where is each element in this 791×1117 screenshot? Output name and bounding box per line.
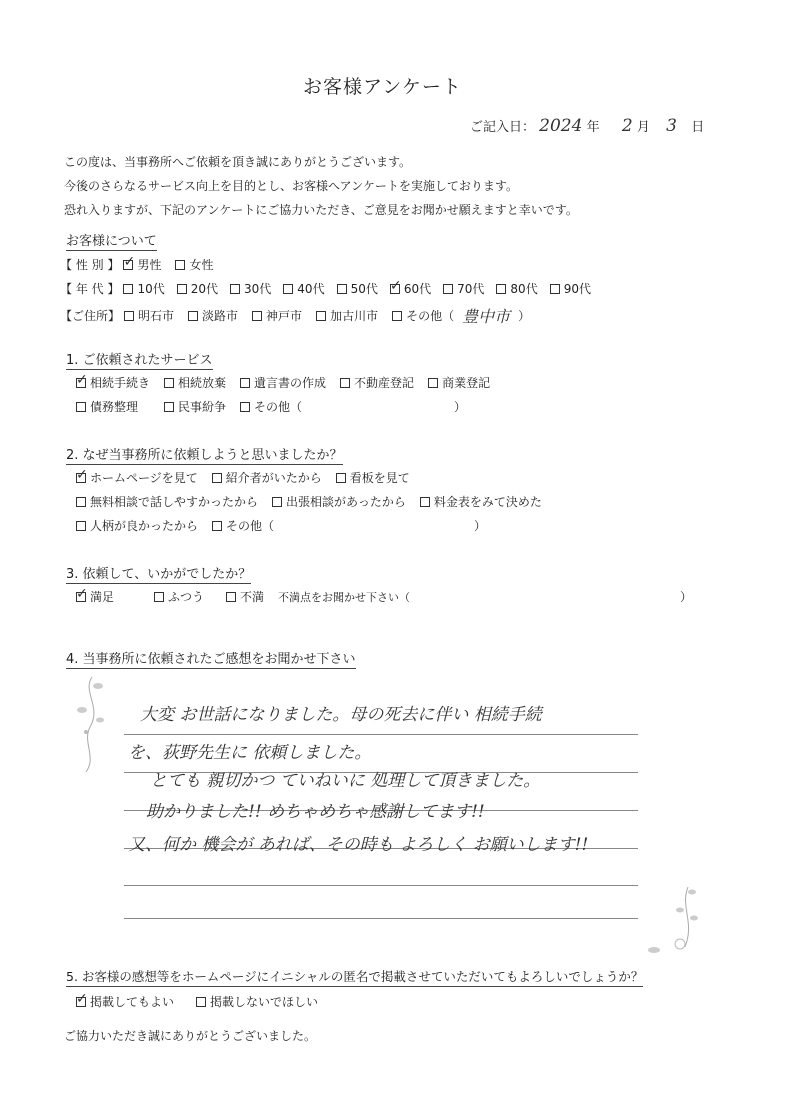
entry-date bbox=[470, 116, 704, 136]
q2-option[interactable]: 看板を見て bbox=[336, 469, 410, 486]
option-label: 女性 bbox=[189, 258, 214, 272]
q2-option[interactable]: 料金表をみて決めた bbox=[420, 493, 542, 510]
q4-heading: 4. 当事務所に依頼されたご感想をお聞かせ下さい bbox=[66, 648, 356, 669]
q1-option[interactable]: ✓ 相続手続き bbox=[76, 374, 150, 391]
q3-option-dissatisfied[interactable]: 不満 bbox=[226, 588, 264, 605]
gender-option-female[interactable] bbox=[175, 256, 213, 273]
q2-option-other[interactable]: その他（ bbox=[212, 517, 274, 534]
age-option[interactable]: 90代 bbox=[550, 280, 591, 297]
q1-option[interactable]: 不動産登記 bbox=[340, 374, 414, 391]
comment-line[interactable]: とても 親切かつ ていねいに 処理して頂きました。 bbox=[150, 771, 541, 791]
comment-line[interactable]: 又、何か 機会が あれば、その時も よろしく お願いします!! bbox=[128, 835, 589, 855]
q3-dissatisfied-close: ） bbox=[680, 590, 693, 604]
q1-other-close: ） bbox=[454, 400, 467, 414]
customer-heading: お客様について bbox=[66, 230, 157, 251]
q1-option[interactable]: 遺言書の作成 bbox=[240, 374, 326, 391]
check-icon[interactable] bbox=[123, 260, 133, 270]
q2-option[interactable]: 紹介者がいたから bbox=[212, 469, 322, 486]
age-option[interactable]: 30代 bbox=[230, 280, 271, 297]
q1-option[interactable]: 相続放棄 bbox=[164, 374, 226, 391]
intro-line: この度は、当事務所へご依頼を頂き誠にありがとうございます。 bbox=[64, 155, 412, 169]
date-year[interactable]: 2024 bbox=[539, 116, 583, 136]
answer-line bbox=[124, 918, 638, 919]
age-option[interactable]: 80代 bbox=[496, 280, 537, 297]
date-label: ご記入日： bbox=[470, 120, 536, 135]
gender-row bbox=[60, 256, 227, 273]
check-icon bbox=[76, 997, 86, 1007]
q1-option[interactable]: 民事紛争 bbox=[164, 398, 226, 415]
option-label: 男性 bbox=[137, 258, 162, 272]
date-month[interactable]: 2 bbox=[621, 116, 633, 136]
q2-row2 bbox=[76, 493, 556, 510]
gender-label: 【 性 別 】 bbox=[60, 258, 120, 272]
q5-option-allow[interactable]: ✓ 掲載してもよい bbox=[76, 993, 174, 1010]
q1-row1 bbox=[76, 374, 504, 391]
age-option[interactable]: 10代 bbox=[123, 280, 164, 297]
address-other-value[interactable]: 豊中市 bbox=[462, 307, 511, 326]
address-option[interactable]: 加古川市 bbox=[316, 307, 378, 324]
check-icon bbox=[390, 284, 400, 294]
address-other-close: ） bbox=[518, 309, 531, 323]
gender-option-male[interactable] bbox=[123, 256, 161, 273]
q3-row bbox=[76, 588, 692, 605]
comment-line[interactable]: 助かりました!! めちゃめちゃ感謝してます!! bbox=[146, 802, 485, 822]
comment-line[interactable]: を、荻野先生に 依頼しました。 bbox=[128, 743, 372, 763]
q1-heading: 1. ご依頼されたサービス bbox=[66, 349, 213, 370]
q2-option[interactable]: ✓ ホームページを見て bbox=[76, 469, 198, 486]
address-option[interactable]: 淡路市 bbox=[188, 307, 238, 324]
q2-option[interactable]: 出張相談があったから bbox=[272, 493, 406, 510]
date-day-unit: 日 bbox=[691, 120, 705, 135]
q1-option[interactable]: 商業登記 bbox=[428, 374, 490, 391]
address-label: 【ご住所】 bbox=[60, 309, 121, 323]
address-row bbox=[60, 304, 530, 327]
date-year-unit: 年 bbox=[586, 120, 600, 135]
q3-option-satisfied[interactable]: ✓ 満足 bbox=[76, 588, 114, 605]
q5-row bbox=[76, 993, 332, 1010]
leaf-icon bbox=[72, 672, 112, 782]
age-label: 【 年 代 】 bbox=[60, 282, 120, 296]
comment-line[interactable]: 大変 お世話になりました。母の死去に伴い 相続手続 bbox=[140, 705, 542, 725]
page-title: お客様アンケート bbox=[303, 76, 462, 98]
address-option-other[interactable]: その他（ bbox=[392, 307, 454, 324]
q2-row3 bbox=[76, 517, 486, 534]
age-option[interactable]: 20代 bbox=[177, 280, 218, 297]
age-row bbox=[60, 280, 591, 297]
q5-option-deny[interactable]: 掲載しないでほしい bbox=[196, 993, 318, 1010]
checkbox[interactable] bbox=[175, 260, 185, 270]
check-icon bbox=[76, 592, 86, 602]
q1-row2 bbox=[76, 398, 466, 415]
q5-heading: 5. お客様の感想等をホームページにイニシャルの匿名で掲載させていただいてもよろしいでしょうか？ bbox=[66, 967, 643, 987]
age-option-60s[interactable]: ✓ 60代 bbox=[390, 280, 431, 297]
q1-option-other[interactable]: その他（ bbox=[240, 398, 302, 415]
q3-option-normal[interactable]: ふつう bbox=[154, 588, 204, 605]
q3-dissatisfied-prompt: 不満点をお聞かせ下さい（ bbox=[278, 590, 411, 604]
closing-text: ご協力いただき誠にありがとうございました。 bbox=[64, 1029, 317, 1043]
q3-heading: 3. 依頼して、いかがでしたか？ bbox=[66, 563, 251, 584]
leaf-icon bbox=[640, 882, 710, 962]
date-month-unit: 月 bbox=[636, 120, 650, 135]
intro-line: 恐れ入りますが、下記のアンケートにご協力いただき、ご意見をお聞かせ願えますと幸いです。 bbox=[64, 203, 578, 217]
q2-option[interactable]: 人柄が良かったから bbox=[76, 517, 198, 534]
q2-row1 bbox=[76, 469, 424, 486]
address-option[interactable]: 神戸市 bbox=[252, 307, 302, 324]
q2-option[interactable]: 無料相談で話しやすかったから bbox=[76, 493, 258, 510]
address-option[interactable]: 明石市 bbox=[124, 307, 174, 324]
q1-option[interactable]: 債務整理 bbox=[76, 398, 138, 415]
age-option[interactable]: 50代 bbox=[337, 280, 378, 297]
intro-line: 今後のさらなるサービス向上を目的とし、お客様へアンケートを実施しております。 bbox=[64, 179, 518, 193]
q2-other-close: ） bbox=[474, 519, 487, 533]
date-day[interactable]: 3 bbox=[666, 116, 677, 136]
check-icon bbox=[76, 473, 86, 483]
age-option[interactable]: 40代 bbox=[283, 280, 324, 297]
q2-heading: 2. なぜ当事務所に依頼しようと思いましたか？ bbox=[66, 444, 343, 465]
answer-line bbox=[124, 885, 638, 886]
check-icon bbox=[76, 378, 86, 388]
answer-line bbox=[124, 734, 638, 735]
intro-text bbox=[64, 150, 578, 222]
age-option[interactable]: 70代 bbox=[443, 280, 484, 297]
